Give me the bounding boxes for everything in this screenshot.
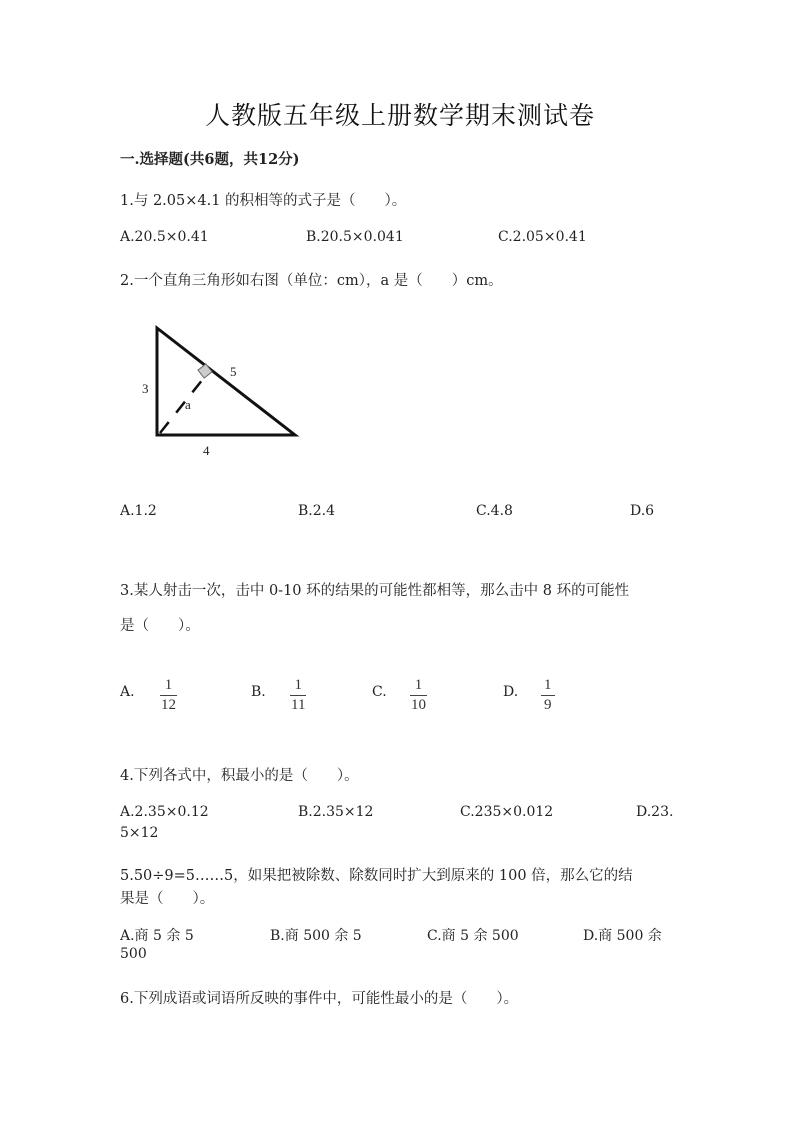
question-5-option-a: A.商 5 余 5 (120, 928, 194, 944)
question-4-option-c: C.235×0.012 (460, 804, 554, 820)
question-4-option-d-wrap: 5×12 (120, 825, 159, 841)
question-5-option-d: D.商 500 余 (583, 928, 662, 944)
label-side-5: 5 (230, 364, 237, 379)
question-3-option-b-fraction (290, 677, 306, 714)
question-3-option-a-fraction (160, 677, 177, 714)
question-4-option-d: D.23. (636, 804, 674, 820)
fraction-denominator: 12 (161, 697, 176, 713)
question-1-option-a: A.20.5×0.41 (120, 229, 209, 245)
question-5-stem-line2: 果是（ ）。 (120, 891, 215, 907)
question-3-option-d-fraction (541, 677, 555, 714)
label-side-3: 3 (142, 381, 149, 396)
question-2-option-b: B.2.4 (298, 503, 336, 519)
question-2-option-c: C.4.8 (476, 503, 513, 519)
question-2-option-d: D.6 (630, 503, 655, 519)
fraction-bar (541, 695, 555, 696)
fraction-denominator: 10 (411, 697, 426, 713)
question-3-stem-line2: 是（ ）。 (120, 618, 200, 634)
question-3-stem-line1: 3.某人射击一次，击中 0-10 环的结果的可能性都相等，那么击中 8 环的可能性 (120, 583, 630, 599)
height-line-a (160, 374, 207, 433)
question-3-option-a-letter: A. (120, 684, 135, 700)
fraction-bar (410, 695, 427, 696)
triangle-outline (157, 328, 295, 435)
question-3-option-d-letter: D. (503, 684, 519, 700)
right-triangle-figure (130, 318, 310, 463)
fraction-numerator: 1 (294, 677, 302, 693)
question-3-option-c-letter: C. (372, 684, 387, 700)
question-4-option-b: B.2.35×12 (298, 804, 374, 820)
fraction-numerator: 1 (544, 677, 552, 693)
question-2-option-a: A.1.2 (120, 503, 157, 519)
question-2-stem: 2.一个直角三角形如右图（单位：cm），a 是（ ）cm。 (120, 273, 503, 289)
question-1-option-b: B.20.5×0.041 (306, 229, 404, 245)
fraction-numerator: 1 (164, 677, 173, 693)
fraction-numerator: 1 (414, 677, 423, 693)
question-5-option-c: C.商 5 余 500 (427, 928, 519, 944)
question-5-option-d-wrap: 500 (120, 946, 147, 962)
question-3-option-b-letter: B. (251, 684, 266, 700)
question-5-stem-line1: 5.50÷9=5……5，如果把被除数、除数同时扩大到原来的 100 倍，那么它的结 (120, 868, 633, 884)
label-a: a (185, 397, 191, 412)
question-6-stem: 6.下列成语或词语所反映的事件中，可能性最小的是（ ）。 (120, 991, 519, 1007)
question-4-option-a: A.2.35×0.12 (120, 804, 209, 820)
section-heading: 一.选择题(共6题，共12分) (120, 151, 300, 168)
question-3-option-c-fraction (410, 677, 427, 714)
fraction-bar (290, 695, 306, 696)
fraction-denominator: 11 (291, 697, 306, 713)
question-4-stem: 4.下列各式中，积最小的是（ ）。 (120, 768, 359, 784)
page-title: 人教版五年级上册数学期末测试卷 (204, 101, 595, 130)
fraction-bar (160, 695, 177, 696)
fraction-denominator: 9 (544, 697, 552, 713)
label-side-4: 4 (203, 443, 210, 458)
right-angle-mark (198, 364, 212, 378)
question-1-option-c: C.2.05×0.41 (498, 229, 587, 245)
question-1-stem: 1.与 2.05×4.1 的积相等的式子是（ ）。 (120, 193, 407, 209)
question-5-option-b: B.商 500 余 5 (270, 928, 362, 944)
